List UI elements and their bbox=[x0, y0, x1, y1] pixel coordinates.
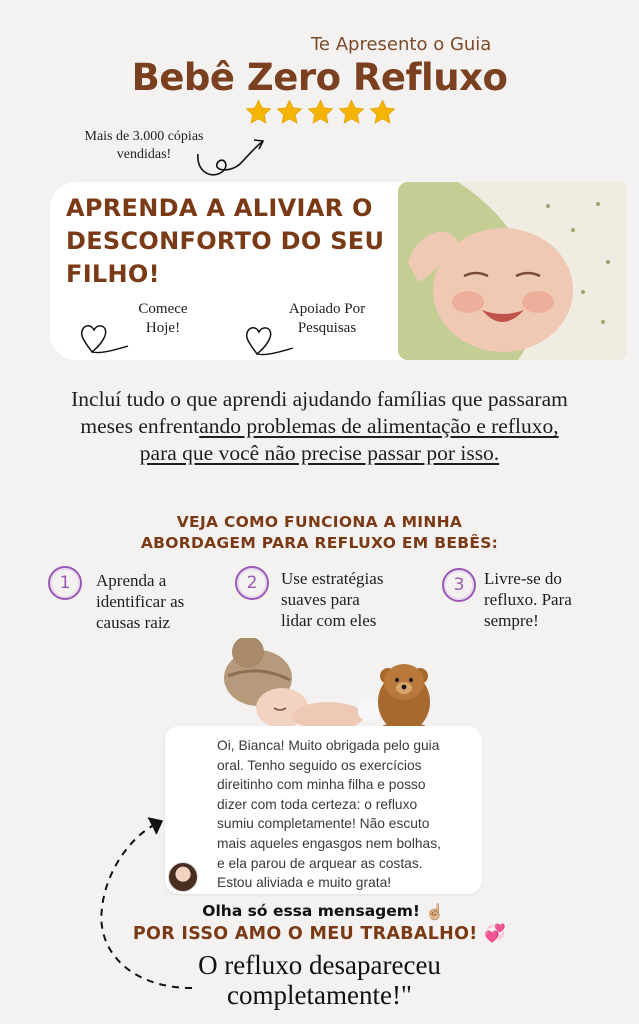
copies-sold-line2: vendidas! bbox=[116, 147, 172, 162]
hero-heading-line1: APRENDA A ALIVIAR O bbox=[66, 194, 373, 222]
testimonial-line: oral. Tenho seguido os exercícios bbox=[217, 757, 422, 773]
step-2-text bbox=[281, 568, 421, 631]
hero-heading bbox=[66, 192, 396, 291]
final-quote bbox=[0, 950, 639, 1010]
step-2-line1: Use estratégias bbox=[281, 569, 384, 588]
star-icon bbox=[368, 98, 397, 127]
step-3-text bbox=[484, 568, 614, 631]
testimonial-line: e ela parou de arquear as costas. bbox=[217, 855, 423, 871]
testimonial-message bbox=[217, 736, 479, 893]
final-quote-line1: O refluxo desapareceu bbox=[198, 950, 441, 980]
heart-doodle-icon bbox=[243, 318, 295, 358]
intro-paragraph-line2-underlined: ando problemas de alimentação e refluxo, bbox=[199, 414, 559, 438]
star-icon bbox=[306, 98, 335, 127]
testimonial-line: sumiu completamente! Não escuto bbox=[217, 816, 430, 832]
testimonial-line: direitinho com minha filha e posso bbox=[217, 777, 426, 793]
intro-paragraph bbox=[14, 386, 625, 467]
steps-heading-line1: VEJA COMO FUNCIONA A MINHA bbox=[176, 513, 463, 531]
testimonial-line: Estou aliviada e muito grata! bbox=[217, 875, 392, 891]
steps-heading bbox=[0, 512, 639, 554]
sleeping-baby-teddy-image bbox=[218, 638, 444, 738]
love-my-work-label: POR ISSO AMO O MEU TRABALHO! bbox=[132, 924, 478, 944]
step-number-1: 1 bbox=[48, 566, 82, 600]
star-icon bbox=[275, 98, 304, 127]
step-1-line1: Aprenda a bbox=[96, 571, 167, 590]
step-1-line2: identificar as bbox=[96, 592, 185, 611]
step-3-line3: sempre! bbox=[484, 611, 539, 630]
baby-face-illustration bbox=[398, 182, 627, 360]
step-number-3: 3 bbox=[442, 568, 476, 602]
testimonial-line: Oi, Bianca! Muito obrigada pelo guia bbox=[217, 738, 440, 753]
star-icon bbox=[337, 98, 366, 127]
heart-doodle-icon bbox=[78, 316, 130, 356]
intro-paragraph-line2-plain: meses enfrent bbox=[80, 414, 200, 438]
testimonial-line: dizer com toda certeza: o refluxo bbox=[217, 796, 418, 812]
badge-research-backed-line2: Pesquisas bbox=[297, 320, 357, 336]
curly-arrow-icon bbox=[192, 136, 272, 182]
final-quote-line2: completamente!" bbox=[227, 980, 412, 1010]
badge-research-backed-line1: Apoiado Por bbox=[288, 301, 366, 317]
step-3-line2: refluxo. Para bbox=[484, 590, 572, 609]
steps-heading-line2: ABORDAGEM PARA REFLUXO EM BEBÊS: bbox=[140, 534, 499, 552]
hero-heading-line2: DESCONFORTO DO SEU bbox=[66, 227, 385, 255]
look-message-label: Olha só essa mensagem! bbox=[202, 902, 420, 920]
step-number-2: 2 bbox=[235, 566, 269, 600]
love-my-work-text bbox=[0, 924, 639, 944]
intro-paragraph-line3: para que você não precise passar por isso. bbox=[139, 441, 500, 465]
step-1-line3: causas raiz bbox=[96, 613, 171, 632]
step-2-line3: lidar com eles bbox=[281, 611, 377, 630]
look-message-text bbox=[0, 902, 639, 921]
badge-start-today-line1: Comece bbox=[138, 301, 188, 317]
star-icon bbox=[244, 98, 273, 127]
intro-paragraph-line2 bbox=[14, 413, 625, 440]
badge-start-today bbox=[118, 300, 208, 338]
badge-start-today-line2: Hoje! bbox=[145, 320, 181, 336]
pointing-up-icon: ☝🏼 bbox=[425, 902, 445, 921]
intro-text: Te Apresento o Guia bbox=[311, 34, 492, 55]
intro-paragraph-line1: Incluí tudo o que aprendi ajudando famílias que passaram bbox=[71, 387, 568, 411]
testimonial-line: mais aqueles engasgos nem bolhas, bbox=[217, 835, 441, 851]
step-3-line1: Livre-se do bbox=[484, 569, 562, 588]
step-1-text bbox=[96, 570, 226, 633]
smiling-baby-photo bbox=[398, 182, 627, 360]
hero-heading-line3: FILHO! bbox=[66, 260, 160, 288]
rating-stars bbox=[244, 98, 397, 127]
hearts-icon: 💞 bbox=[483, 924, 507, 944]
guide-title: Bebê Zero Refluxo bbox=[131, 56, 508, 99]
step-2-line2: suaves para bbox=[281, 590, 360, 609]
copies-sold-line1: Mais de 3.000 cópias bbox=[84, 129, 204, 144]
